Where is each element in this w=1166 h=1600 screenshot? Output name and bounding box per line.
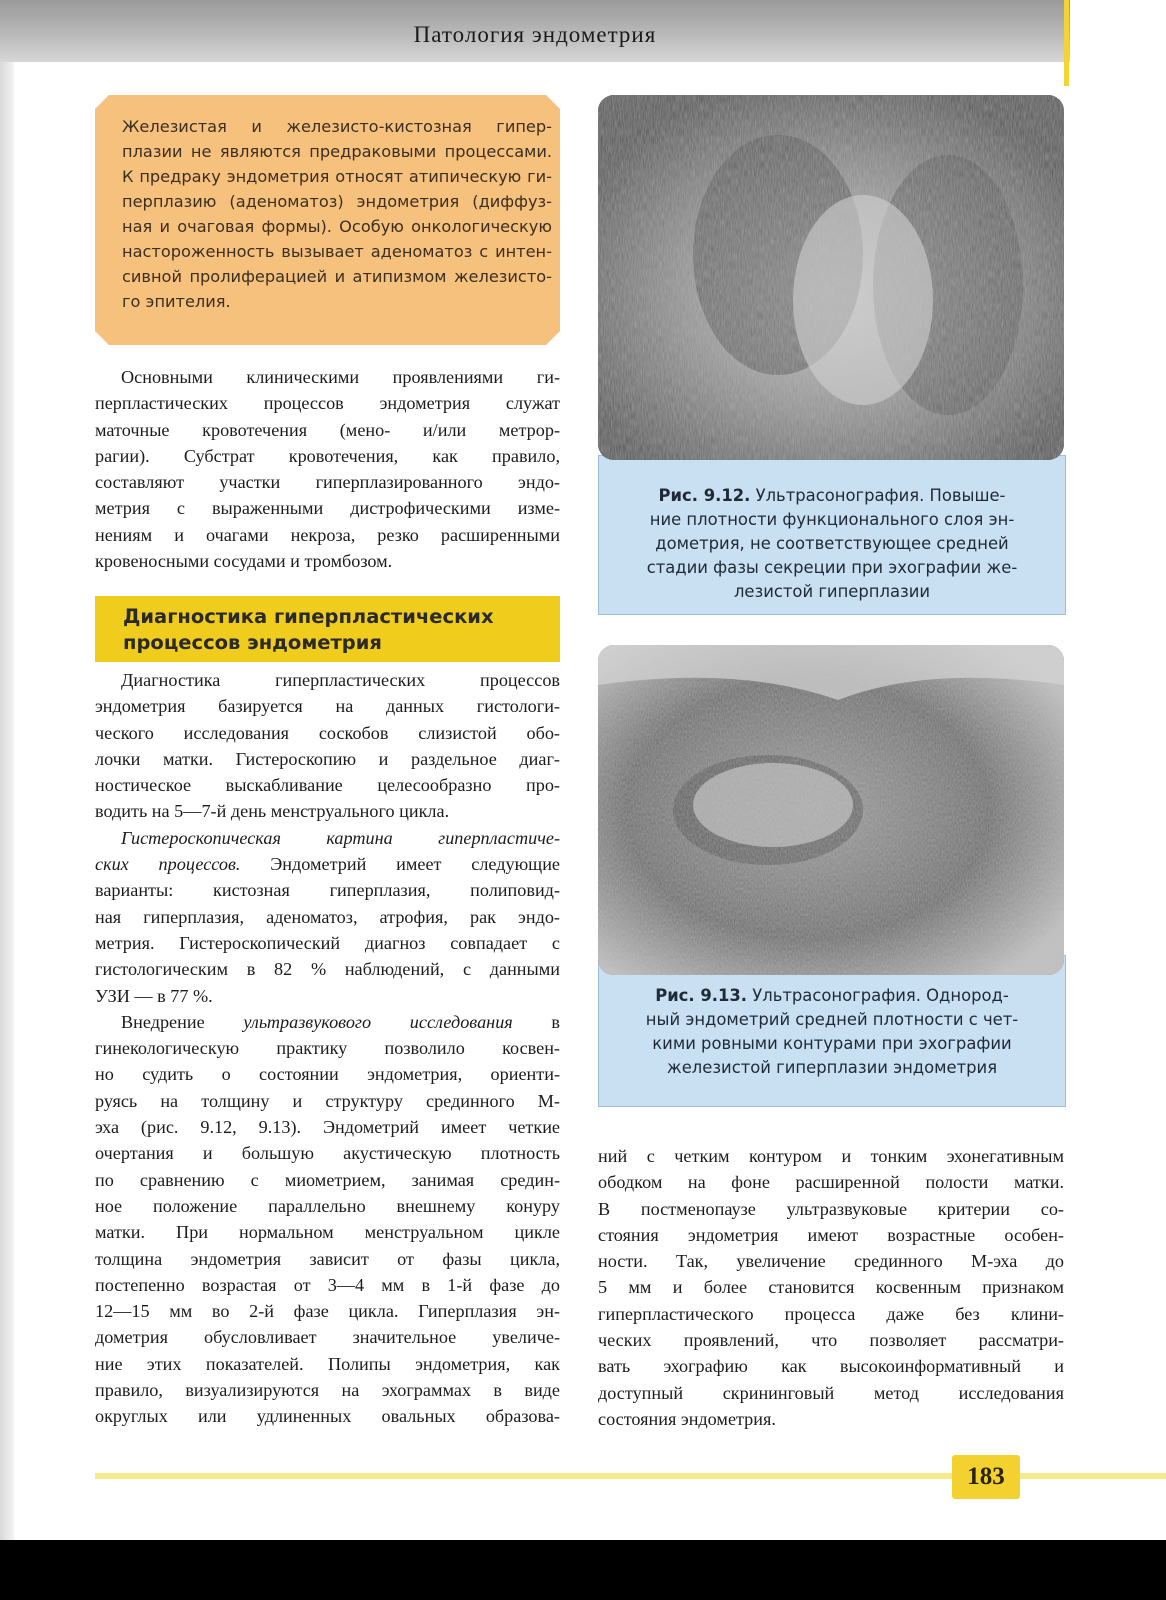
caption-line: кими ровными контурами при эхографии	[652, 1034, 1012, 1053]
text-line: ностическое выскабливание целесообразно про-	[95, 775, 560, 796]
callout-line: настороженность вызывает аденоматоз с интен-	[122, 242, 552, 261]
text-line: лочки матки. Гистероскопию и раздельное диаг-	[95, 748, 560, 769]
text-line: нениям и очагами некроза, резко расширенными	[95, 524, 560, 545]
section-heading	[123, 604, 553, 656]
text-line: очертания и большую акустическую плотность	[95, 1143, 560, 1164]
text-fragment: Внедрение	[121, 1011, 244, 1032]
callout-text	[122, 114, 552, 314]
callout-line: ная и очаговая формы). Особую онкологическую	[122, 217, 552, 236]
caption-line	[616, 484, 1048, 508]
text-line: дометрия обусловливает значительное увеличе-	[95, 1327, 560, 1348]
scan-border	[0, 1540, 1166, 1600]
text-line: Основными клиническими проявлениями ги-	[121, 367, 560, 387]
text-line: В постменопаузе ультразвуковые критерии со-	[598, 1198, 1064, 1219]
text-line: ности. Так, увеличение срединного М-эха до	[598, 1251, 1064, 1272]
figure-caption-9-13	[616, 984, 1048, 1080]
footer-rule	[95, 1473, 955, 1479]
text-line: ное положение параллельно внешнему конуру	[95, 1195, 560, 1216]
text-line: ние этих показателей. Полипы эндометрия, как	[95, 1353, 560, 1374]
text-line: округлых или удлиненных овальных образова-	[95, 1406, 560, 1427]
text-line: Диагностика гиперпластических процессов	[121, 670, 560, 690]
italic-term: ских процессов.	[95, 854, 241, 875]
callout-line: К предраку эндометрия относят атипическую ги-	[122, 167, 552, 186]
section-heading-line: Диагностика гиперпластических	[123, 605, 494, 628]
text-line: доступный скрининговый метод исследования	[598, 1382, 1064, 1403]
callout-line: плазии не являются предраковыми процессами.	[122, 142, 552, 161]
caption-text: Ультрасонография. Однород-	[747, 986, 1009, 1005]
text-line: правило, визуализируются на эхограммах в виде	[95, 1380, 560, 1401]
intro-paragraph	[95, 364, 560, 574]
caption-line: ный эндометрий средней плотности с чет-	[645, 1010, 1019, 1029]
text-fragment: Эндометрий имеет следующие	[240, 854, 560, 875]
caption-line: ние плотности функционального слоя эн-	[649, 510, 1015, 529]
caption-line: железистой гиперплазии эндометрия	[666, 1058, 998, 1077]
text-line: метрия с выраженными дистрофическими изме-	[95, 498, 560, 519]
text-line: стояния эндометрия имеют возрастные особен-	[598, 1224, 1064, 1245]
text-line: варианты: кистозная гиперплазия, полиповид-	[95, 880, 560, 901]
caption-line: стадии фазы секреции при эхографии же-	[646, 558, 1018, 577]
footer-rule	[1018, 1473, 1166, 1479]
text-line: ободком на фоне расширенной полости матки.	[598, 1172, 1064, 1193]
text-fragment: в	[512, 1011, 560, 1032]
text-line: постепенно возрастая от 3—4 мм в 1-й фазе до	[95, 1274, 560, 1295]
text-line: 12—15 мм во 2-й фазе цикла. Гиперплазия эн-	[95, 1301, 560, 1322]
text-line: рагии). Субстрат кровотечения, как правило,	[95, 445, 560, 466]
text-line: эндометрия базируется на данных гистологи-	[95, 696, 560, 717]
figure-caption-9-12	[616, 484, 1048, 604]
page-edge-shadow	[0, 0, 14, 1540]
text-line: водить на 5—7-й день менструального цикла.	[95, 801, 450, 822]
text-line: состояния эндометрия.	[598, 1408, 776, 1429]
text-line: гистологическим в 82 % наблюдений, с данными	[95, 959, 560, 980]
text-line	[95, 1009, 560, 1035]
text-line: ческого исследования соскобов слизистой обо-	[95, 722, 560, 743]
running-header-title: Патология эндометрия	[413, 22, 657, 47]
text-line: матки. При нормальном менструальном цикле	[95, 1222, 560, 1243]
italic-term: ультразвукового исследования	[243, 1011, 513, 1032]
text-line: ческих проявлений, что позволяет рассматри-	[598, 1330, 1064, 1351]
text-line: эха (рис. 9.12, 9.13). Эндометрий имеет четкие	[95, 1117, 560, 1138]
caption-line: дометрия, не соответствующее средней	[655, 534, 1009, 553]
text-line: 5 мм и более становится косвенным признаком	[598, 1277, 1064, 1298]
callout-line: го эпителия.	[122, 292, 231, 311]
text-line: ная гиперплазия, аденоматоз, атрофия, рак эндо-	[95, 906, 560, 927]
text-line: гиперпластического процесса даже без клини-	[598, 1303, 1064, 1324]
caption-line: лезистой гиперплазии	[733, 582, 931, 601]
header-accent-rule	[1064, 0, 1069, 86]
callout-line: Железистая и железисто-кистозная гипер-	[122, 117, 552, 136]
page-number: 183	[952, 1455, 1020, 1499]
text-line: составляют участки гиперплазированного эндо-	[95, 472, 560, 493]
right-column-text	[598, 1143, 1064, 1432]
caption-text: Ультрасонография. Повыше-	[750, 486, 1006, 505]
figure-label: Рис. 9.13.	[655, 986, 748, 1005]
callout-line: сивной пролиферацией и атипизмом железисто-	[122, 267, 552, 286]
text-line: ний с четким контуром и тонким эхонегативным	[598, 1146, 1064, 1166]
text-line: гинекологическую практику позволило косвен-	[95, 1038, 560, 1059]
text-line: УЗИ — в 77 %.	[95, 985, 213, 1006]
text-line: по сравнению с миометрием, занимая средин-	[95, 1169, 560, 1190]
italic-term: Гистероскопическая картина гиперпластиче-	[121, 827, 560, 848]
text-line	[95, 851, 560, 877]
text-line: метрия. Гистероскопический диагноз совпадает с	[95, 932, 560, 953]
text-line: руясь на толщину и структуру срединного М-	[95, 1090, 560, 1111]
ultrasound-image-9-12	[598, 95, 1064, 460]
text-line	[95, 825, 560, 851]
text-line: маточные кровотечения (мено- и/или метрор-	[95, 419, 560, 440]
diagnostics-text	[95, 667, 560, 1430]
text-line: кровеносными сосудами и тромбозом.	[95, 551, 393, 572]
figure-label: Рис. 9.12.	[658, 486, 751, 505]
text-line: вать эхографию как высокоинформативный и	[598, 1356, 1064, 1377]
callout-line: перплазию (аденоматоз) эндометрия (диффуз-	[122, 192, 552, 211]
caption-line	[616, 984, 1048, 1008]
text-line: перпластических процессов эндометрия служат	[95, 393, 560, 414]
ultrasound-image-9-13	[598, 645, 1064, 975]
text-line: но судить о состоянии эндометрия, ориенти-	[95, 1064, 560, 1085]
text-line: толщина эндометрия зависит от фазы цикла,	[95, 1248, 560, 1269]
section-heading-line: процессов эндометрия	[123, 631, 382, 654]
